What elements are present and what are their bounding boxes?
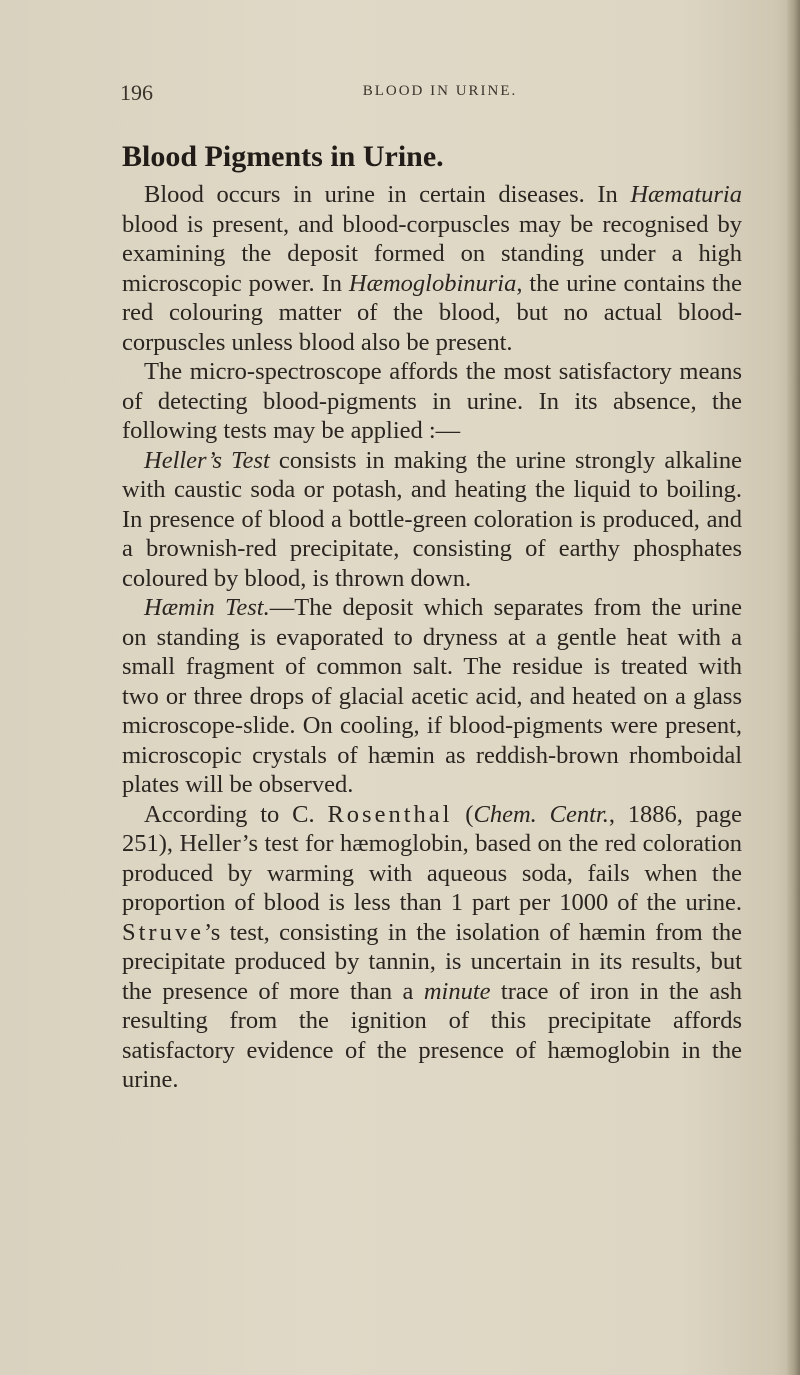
emphasis-minute: minute bbox=[423, 977, 491, 1005]
page-content bbox=[122, 140, 742, 1095]
author-rosenthal: Rosenthal bbox=[327, 800, 453, 828]
text: blood is present, and blood-corpuscles may be recognised by examining the deposit formed on standing under a high microscopic power. In bbox=[122, 210, 742, 297]
term-haemoglobinuria: Hæmoglobinuria bbox=[348, 269, 517, 297]
running-head-title: BLOOD IN URINE. bbox=[362, 83, 518, 99]
section-heading: Blood Pigments in Urine. bbox=[122, 140, 444, 173]
paragraph-rosenthal bbox=[122, 800, 742, 1095]
text: According to C. bbox=[144, 800, 328, 828]
paragraph-spectroscope: The micro-spectroscope affords the most satisfactory means of detecting blood-pigments in urine. In its absence, the following tests may be applied :— bbox=[122, 358, 742, 444]
text: trace of iron in the ash resulting from the ignition of this precipitate affords satisfactory evidence of the presence of hæmoglobin in the urine. bbox=[122, 977, 742, 1093]
paragraph-hellers-test bbox=[122, 446, 742, 594]
text: , the urine contains the red colouring matter of the blood, but no actual blood-corpuscles unless blood also be present. bbox=[122, 269, 742, 356]
text: —The deposit which separates from the urine on standing is evaporated to dryness at a gentle heat with a small fragment of common salt. The residue is treated with two or three drops of glacial acetic acid, and heated on a glass microscope-slide. On cooling, if blood-pigments were present, microscopic crystals of hæmin as reddish-brown rhomboidal plates will be observed. bbox=[122, 594, 742, 798]
page-number: 196 bbox=[120, 80, 153, 105]
paragraph-haemin-test bbox=[122, 593, 742, 800]
term-haematuria: Hæmaturia bbox=[630, 181, 742, 208]
page-edge-shadow bbox=[786, 0, 800, 1375]
author-struve: Struve bbox=[122, 918, 204, 946]
test-name-heller: Heller’s Test bbox=[144, 446, 270, 474]
paragraph-intro bbox=[122, 180, 742, 357]
text: ( bbox=[452, 800, 474, 828]
text: ’s test, consisting in the isolation of hæmin from the precipitate produced by tannin, is uncertain in its results, but the presence of more than a bbox=[122, 918, 742, 1005]
text: consists in making the urine strongly alkaline with caustic soda or potash, and heating the liquid to boiling. In presence of blood a bottle-green coloration is produced, and a brownish-red precipitate, consisting of earthy phosphates coloured by blood, is thrown down. bbox=[122, 446, 742, 592]
running-head bbox=[120, 80, 760, 110]
text: Blood occurs in urine in certain diseases. In bbox=[144, 181, 631, 208]
text: , 1886, page 251), Heller’s test for hæmoglobin, based on the red coloration produced by warming with aqueous soda, fails when the proportion of blood is less than 1 part per 1000 of the urine. bbox=[122, 800, 743, 916]
journal-citation: Chem. Centr. bbox=[473, 800, 609, 828]
test-name-haemin: Hæmin Test. bbox=[144, 594, 270, 621]
